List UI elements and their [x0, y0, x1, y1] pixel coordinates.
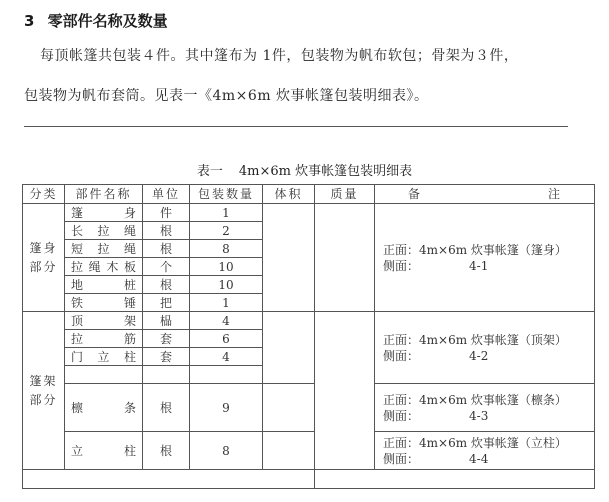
table-row	[23, 204, 595, 222]
unit: 榀	[143, 312, 190, 330]
remark-side	[383, 348, 594, 364]
unit: 套	[143, 348, 190, 366]
header-mass: 质量	[315, 185, 375, 204]
quantity: 6	[190, 330, 263, 348]
section-heading	[24, 10, 168, 31]
remark-cell	[375, 204, 595, 312]
quantity: 2	[190, 222, 263, 240]
unit: 个	[143, 258, 190, 276]
table-row	[23, 384, 595, 432]
table-footer-row	[23, 470, 595, 489]
remark-cell	[375, 384, 595, 432]
quantity: 4	[190, 312, 263, 330]
remark-side-code: 4-1	[469, 258, 489, 273]
part-name: 地桩	[65, 276, 143, 294]
remark-side-code: 4-3	[469, 408, 489, 423]
quantity: 8	[190, 240, 263, 258]
part-name: 长拉绳	[65, 222, 143, 240]
unit	[143, 366, 190, 384]
section-number: 3	[24, 12, 35, 30]
header-unit: 单位	[143, 185, 190, 204]
remark-side-label: 侧面：	[383, 451, 420, 466]
part-name: 檩条	[65, 384, 143, 432]
volume-cell	[263, 204, 315, 312]
part-name: 篷身	[65, 204, 143, 222]
part-name: 拉绳木板	[65, 258, 143, 276]
quantity	[190, 366, 263, 384]
unit: 套	[143, 330, 190, 348]
quantity: 9	[190, 384, 263, 432]
unit: 根	[143, 222, 190, 240]
category-line-1: 篷身	[29, 240, 58, 255]
part-name: 立柱	[65, 432, 143, 470]
table-caption-title: 4m×6m 炊事帐篷包装明细表	[238, 164, 413, 179]
header-remark-b: 注	[547, 187, 562, 201]
mass-cell	[315, 204, 375, 312]
category-cell	[23, 204, 65, 312]
horizontal-divider	[24, 126, 568, 127]
quantity: 1	[190, 294, 263, 312]
quantity: 1	[190, 204, 263, 222]
part-name: 顶架	[65, 312, 143, 330]
remark-side-label: 侧面：	[383, 258, 420, 273]
table-caption	[0, 160, 609, 179]
unit: 根	[143, 384, 190, 432]
remark-front: 正面：4m×6m 炊事帐篷（顶架）	[383, 332, 567, 347]
category-line-2: 部分	[29, 392, 58, 407]
remark-front: 正面：4m×6m 炊事帐篷（立柱）	[383, 435, 567, 450]
paragraph-line-2: 包装物为帆布套筒。见表一《4m×6m 炊事帐篷包装明细表》。	[24, 88, 429, 104]
remark-cell	[375, 312, 595, 384]
footer-left-cell	[23, 470, 315, 489]
category-cell	[23, 312, 65, 470]
part-name: 短拉绳	[65, 240, 143, 258]
packing-detail-table	[22, 184, 595, 489]
mass-cell	[315, 312, 375, 470]
category-line-1: 篷架	[29, 373, 58, 388]
volume-cell	[263, 432, 315, 470]
table-header-row	[23, 185, 595, 204]
volume-cell	[263, 312, 315, 384]
part-name: 拉筋	[65, 330, 143, 348]
quantity: 10	[190, 276, 263, 294]
header-part-name: 部件名称	[65, 185, 143, 204]
part-name: 铁锤	[65, 294, 143, 312]
quantity: 10	[190, 258, 263, 276]
unit: 件	[143, 204, 190, 222]
remark-front: 正面：4m×6m 炊事帐篷（檩条）	[383, 392, 567, 407]
table-caption-label: 表一	[196, 164, 223, 179]
paragraph-line-1: 每顶帐篷共包装４件。其中篷布为 1件，包装物为帆布软包；骨架为３件，	[40, 48, 519, 64]
header-remark-a: 备	[407, 187, 422, 201]
table-row	[23, 432, 595, 470]
remark-side-label: 侧面：	[383, 408, 420, 423]
remark-front: 正面：4m×6m 炊事帐篷（篷身）	[383, 242, 567, 257]
remark-side	[383, 451, 594, 467]
remark-side	[383, 408, 594, 424]
header-volume: 体积	[263, 185, 315, 204]
header-quantity: 包装数量	[190, 185, 263, 204]
remark-side-code: 4-4	[469, 451, 489, 466]
remark-side-code: 4-2	[469, 348, 489, 363]
volume-cell	[263, 384, 315, 432]
footer-right-cell	[315, 470, 595, 489]
quantity: 8	[190, 432, 263, 470]
category-line-2: 部分	[29, 259, 58, 274]
quantity: 4	[190, 348, 263, 366]
part-name: 门立柱	[65, 348, 143, 366]
remark-cell	[375, 432, 595, 470]
header-category: 分类	[23, 185, 65, 204]
unit: 根	[143, 276, 190, 294]
remark-side-label: 侧面：	[383, 348, 420, 363]
header-remark	[375, 185, 595, 204]
unit: 根	[143, 432, 190, 470]
unit: 把	[143, 294, 190, 312]
remark-side	[383, 258, 594, 274]
section-title: 零部件名称及数量	[47, 12, 168, 30]
table-row	[23, 312, 595, 330]
part-name	[65, 366, 143, 384]
unit: 根	[143, 240, 190, 258]
